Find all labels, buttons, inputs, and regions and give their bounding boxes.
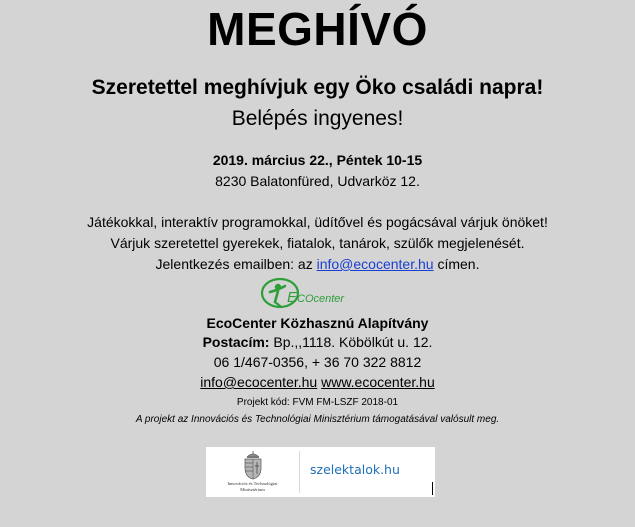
- event-date: 2019. március 22., Péntek 10-15: [212, 152, 423, 168]
- text-cursor: [432, 482, 433, 495]
- ministry-name: [206, 481, 299, 493]
- registration-text: [0, 256, 635, 273]
- logo-letter-e: E: [287, 289, 298, 306]
- registration-suffix: címen.: [433, 256, 480, 272]
- logo-text: COcenter: [297, 293, 345, 305]
- sponsor-divider: [299, 451, 300, 493]
- organization-website-link[interactable]: www.ecocenter.hu: [321, 374, 435, 390]
- welcome-text: Várjuk szeretettel gyerekek, fiatalok, tanárok, szülők megjelenését.: [110, 235, 525, 251]
- project-support-note: A projekt az Innovációs és Technológiai Minisztérium támogatásával valósult meg.: [135, 414, 500, 425]
- registration-email-link[interactable]: info@ecocenter.hu: [316, 256, 434, 272]
- program-description: Játékokkal, interaktív programokkal, üdítővel és pogácsával várjuk önöket!: [87, 214, 548, 230]
- szelektalok-brand: szelektalok.hu: [310, 462, 400, 477]
- organization-name: EcoCenter Közhasznú Alapítvány: [206, 315, 429, 331]
- postal-label: Postacím:: [202, 334, 270, 350]
- registration-prefix: Jelentkezés emailben: az: [155, 256, 317, 272]
- ministry-line-1: Innovációs és Technológiai: [227, 481, 278, 486]
- invitation-subtitle: Szeretettel meghívjuk egy Öko családi napra!: [91, 76, 544, 99]
- free-entry-text: Belépés ingyenes!: [231, 107, 404, 130]
- contact-links: [0, 374, 635, 391]
- phone-numbers: 06 1/467-0356, + 36 70 322 8812: [213, 354, 422, 370]
- project-code: Projekt kód: FVM FM-LSZF 2018-01: [236, 397, 399, 408]
- organization-email-link[interactable]: info@ecocenter.hu: [200, 374, 318, 390]
- page-title: MEGHÍVÓ: [207, 3, 428, 55]
- event-address: 8230 Balatonfüred, Udvarköz 12.: [215, 173, 420, 189]
- sponsor-banner: [206, 447, 435, 497]
- ministry-line-2: Minisztérium: [240, 487, 265, 492]
- postal-address: [0, 334, 635, 351]
- hungarian-coat-of-arms-icon: [242, 450, 264, 480]
- ecocenter-logo: [258, 276, 378, 312]
- postal-value: Bp.,,1118. Köbölkút u. 12.: [269, 334, 433, 350]
